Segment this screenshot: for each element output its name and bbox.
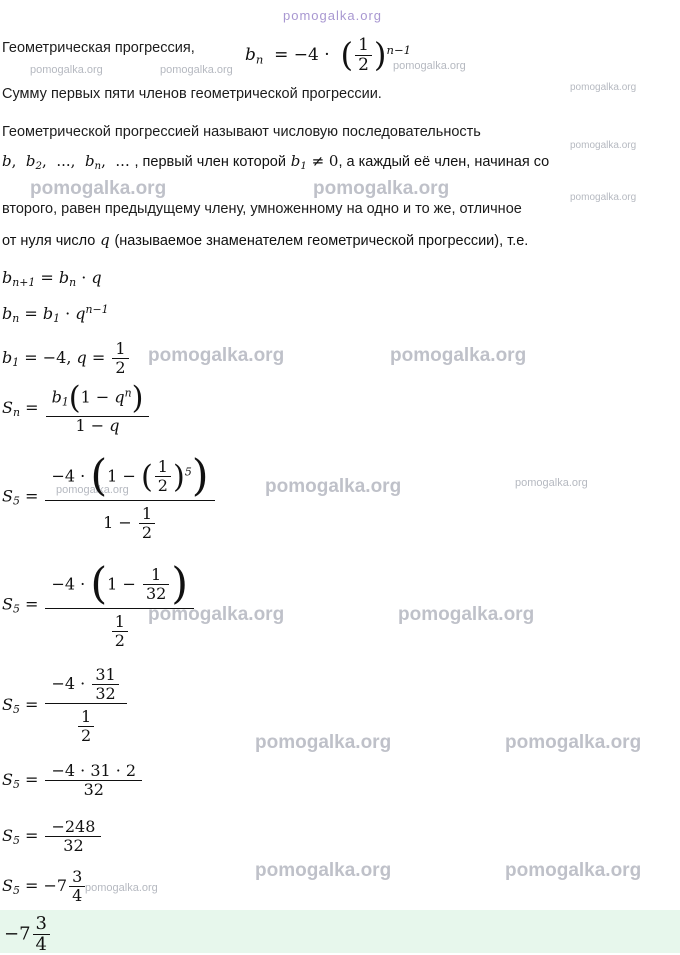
formula-recurrence: $b_{n+1} = b_n \cdot q$ <box>2 268 102 290</box>
formula-sum: $S_n$ = $\frac{b_1(1 - q^n)}{1 - q}$ <box>2 382 151 435</box>
watermark: pomogalka.org <box>148 604 285 625</box>
watermark: pomogalka.org <box>505 732 642 753</box>
watermark: pomogalka.org <box>398 604 535 625</box>
watermark: pomogalka.org <box>570 82 637 93</box>
formula-given: $b_n = -4$ · ( $\frac{1}{2}$ )$^{n-1}$ <box>245 35 411 76</box>
watermark: pomogalka.org <box>30 178 167 199</box>
watermark: pomogalka.org <box>148 345 285 366</box>
watermark: pomogalka.org <box>30 64 103 76</box>
watermark: pomogalka.org <box>85 882 158 894</box>
watermark: pomogalka.org <box>570 140 637 151</box>
watermark: pomogalka.org <box>160 64 233 76</box>
answer-band <box>0 910 680 953</box>
definition-line-1: Геометрической прогрессией называют числовую последовательность <box>2 124 481 140</box>
formula-step-6: $S_5 = -7$ $\frac{3}{4}$ <box>2 868 87 905</box>
definition-line-3: второго, равен предыдущему члену, умноженному на одно и то же, отличное <box>2 201 522 217</box>
watermark: pomogalka.org <box>56 484 129 496</box>
formula-step-1: $S_5$ = −4 · (1 − ( $\frac{1}{2}$ )$^5$) 1 − $\frac{1}{2}$ <box>2 452 217 542</box>
task-statement: Сумму первых пяти членов геометрической прогрессии. <box>2 86 382 102</box>
watermark: pomogalka.org <box>570 192 637 203</box>
watermark: pomogalka.org <box>515 477 588 489</box>
formula-step-5: $S_5$ = $\frac{-248}{32}$ <box>2 818 103 855</box>
watermark: pomogalka.org <box>265 476 402 497</box>
formula-step-4: $S_5$ = $\frac{-4 \cdot 31 \cdot 2}{32}$ <box>2 762 144 799</box>
formula-step-2: $S_5$ = −4 · (1 − $\frac{1}{32}$ ) $\frac{1}{2}$ <box>2 560 196 650</box>
heading-geometric-progression: Геометрическая прогрессия, <box>2 40 195 56</box>
watermark: pomogalka.org <box>255 732 392 753</box>
formula-values: $b_1 = -4$, q = $\frac{1}{2}$ <box>2 340 131 377</box>
definition-line-4: от нуля число q (называемое знаменателем геометрической прогрессии), т.е. <box>2 231 529 249</box>
watermark: pomogalka.org <box>313 178 450 199</box>
answer-value: −7 $\frac{3}{4}$ <box>4 914 52 955</box>
watermark: pomogalka.org <box>505 860 642 881</box>
watermark: pomogalka.org <box>255 860 392 881</box>
definition-line-2: b, $b_2$, ..., $b_n$, ... , первый член которой $b_1 \ne 0$, а каждый её член, начиная со <box>2 152 550 172</box>
watermark-title: pomogalka.org <box>283 8 382 23</box>
formula-general-term: $b_n = b_1 \cdot q^{n-1}$ <box>2 303 109 325</box>
watermark: pomogalka.org <box>393 60 466 72</box>
watermark: pomogalka.org <box>390 345 527 366</box>
formula-step-3: $S_5$ = −4 · $\frac{31}{32}$ $\frac{1}{2}$ <box>2 666 129 745</box>
